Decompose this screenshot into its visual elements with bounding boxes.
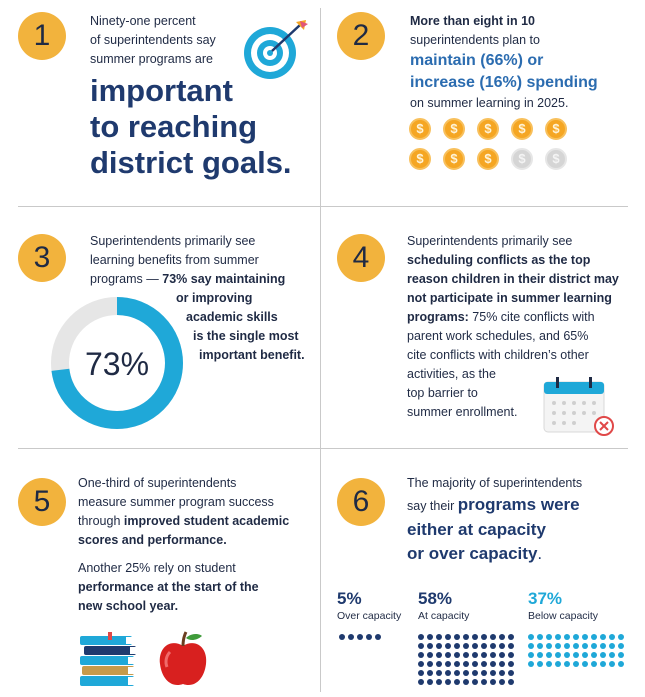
at-capacity-dot: [499, 679, 505, 685]
over-capacity-dot: [375, 634, 381, 640]
at-capacity-dot: [418, 670, 424, 676]
at-capacity-dot: [481, 643, 487, 649]
below-capacity-dot: [591, 634, 597, 640]
below-capacity-dot: [582, 661, 588, 667]
at-capacity-dot: [436, 652, 442, 658]
at-capacity-dot: [490, 634, 496, 640]
at-capacity-dot: [499, 661, 505, 667]
panel-3-line7: important benefit.: [199, 348, 305, 362]
at-capacity-dot: [472, 661, 478, 667]
below-capacity-dot: [618, 634, 624, 640]
below-capacity-dot: [591, 643, 597, 649]
over-capacity-dot: [366, 634, 372, 640]
below-capacity-dot: [528, 652, 534, 658]
at-capacity-dot: [508, 679, 514, 685]
at-capacity-dot: [481, 634, 487, 640]
at-capacity-dot: [445, 634, 451, 640]
below-capacity-dot: [618, 652, 624, 658]
below-capacity-dot: [555, 652, 561, 658]
at-capacity-dot: [418, 634, 424, 640]
below-capacity-dot: [564, 652, 570, 658]
below-capacity-dot: [537, 643, 543, 649]
coin-icon-gold: $: [409, 118, 431, 140]
panel-1-text: Ninety-one percent of superintendents say summer programs are: [90, 14, 216, 66]
at-capacity-dot: [499, 634, 505, 640]
horizontal-divider-2: [18, 448, 628, 449]
at-capacity-dot: [427, 679, 433, 685]
below-capacity-dot: [582, 634, 588, 640]
below-capacity-dot: [609, 652, 615, 658]
at-capacity-dot: [490, 679, 496, 685]
number-badge-3: 3: [18, 234, 66, 282]
panel-1-headline: important to reaching district goals.: [90, 73, 292, 180]
panel-5-text: One-third of superintendents measure summer program success through improved student academic scores and performance. Another 25% rely on student performance at the start of the new school year.: [78, 476, 290, 613]
below-capacity-dot: [564, 634, 570, 640]
below-capacity-dot: [591, 652, 597, 658]
at-capacity-dot: [463, 643, 469, 649]
at-capacity-dot: [472, 679, 478, 685]
at-capacity-dot: [463, 634, 469, 640]
at-capacity-dot: [490, 643, 496, 649]
horizontal-divider-1: [18, 206, 628, 207]
coin-icon-gold: $: [477, 148, 499, 170]
below-capacity-dot: [573, 661, 579, 667]
stat-at-capacity-value: 58%: [418, 589, 453, 608]
below-capacity-dot: [537, 652, 543, 658]
at-capacity-dot: [436, 670, 442, 676]
panel-2-text: More than eight in 10 superintendents plan to maintain (66%) or increase (16%) spending on summer learning in 2025.: [410, 14, 598, 110]
below-capacity-dot: [564, 661, 570, 667]
at-capacity-dot: [454, 634, 460, 640]
at-capacity-dot: [445, 643, 451, 649]
below-capacity-dot: [600, 634, 606, 640]
below-capacity-dot: [528, 661, 534, 667]
at-capacity-dot: [436, 643, 442, 649]
at-capacity-dot: [445, 661, 451, 667]
below-capacity-dot: [564, 643, 570, 649]
below-capacity-dot: [555, 643, 561, 649]
at-capacity-dot: [445, 670, 451, 676]
below-capacity-dot: [546, 652, 552, 658]
at-capacity-dot: [463, 670, 469, 676]
below-capacity-dot: [555, 634, 561, 640]
below-capacity-dot: [618, 643, 624, 649]
panel-6-text: The majority of superintendents say their programs were either at capacity or over capacity.: [407, 476, 583, 563]
stat-at-capacity-label: At capacity: [418, 610, 470, 622]
below-capacity-dot: [609, 634, 615, 640]
at-capacity-dot: [463, 661, 469, 667]
at-capacity-dot: [463, 679, 469, 685]
below-capacity-dot: [573, 652, 579, 658]
below-capacity-dot: [528, 643, 534, 649]
number-badge-1: 1: [18, 12, 66, 60]
at-capacity-dot: [445, 679, 451, 685]
at-capacity-dot: [463, 652, 469, 658]
donut-chart: [50, 296, 184, 430]
at-capacity-dot: [490, 670, 496, 676]
at-capacity-dot: [481, 661, 487, 667]
calendar-cancel-icon: [542, 376, 616, 438]
number-badge-4: 4: [337, 234, 385, 282]
at-capacity-dot: [427, 652, 433, 658]
panel-3-line4: or improving: [176, 291, 253, 305]
at-capacity-dot: [481, 679, 487, 685]
at-capacity-dot: [499, 670, 505, 676]
coin-icon-gold: $: [545, 118, 567, 140]
panel-3-line5: academic skills: [186, 310, 278, 324]
number-badge-6: 6: [337, 478, 385, 526]
coin-icon-gold: $: [443, 148, 465, 170]
at-capacity-dot: [481, 670, 487, 676]
at-capacity-dot: [454, 679, 460, 685]
at-capacity-dot: [436, 661, 442, 667]
at-capacity-dot: [454, 661, 460, 667]
below-capacity-dot: [573, 643, 579, 649]
at-capacity-dot: [472, 643, 478, 649]
number-badge-2: 2: [337, 12, 385, 60]
number-badge-5: 5: [18, 478, 66, 526]
below-capacity-dot: [537, 661, 543, 667]
coin-icon-grey: $: [545, 148, 567, 170]
target-icon: [238, 20, 310, 82]
at-capacity-dot: [499, 643, 505, 649]
at-capacity-dot: [418, 652, 424, 658]
at-capacity-dot: [427, 643, 433, 649]
books-icon: [78, 632, 140, 690]
apple-icon: [156, 630, 210, 690]
at-capacity-dot: [499, 652, 505, 658]
below-capacity-dot: [600, 643, 606, 649]
panel-4-text: Superintendents primarily see scheduling conflicts as the top reason children in their district may not participate in summer learning programs: 75% cite conflicts with parent work schedules, and 65% cite conflicts with children’s other activities, as the top barrier to summer enrollment.: [407, 234, 619, 419]
below-capacity-dot: [609, 661, 615, 667]
at-capacity-dot: [436, 634, 442, 640]
below-capacity-dot: [582, 643, 588, 649]
coin-icon-gold: $: [409, 148, 431, 170]
below-capacity-dot: [537, 634, 543, 640]
at-capacity-dot: [454, 643, 460, 649]
below-capacity-dot: [618, 661, 624, 667]
at-capacity-dot: [418, 643, 424, 649]
below-capacity-dot: [582, 652, 588, 658]
below-capacity-dot: [546, 634, 552, 640]
panel-3-text-top: Superintendents primarily see learning benefits from summer programs — 73% say maintaining: [90, 234, 286, 286]
at-capacity-dot: [508, 634, 514, 640]
at-capacity-dot: [490, 661, 496, 667]
below-capacity-dot: [528, 634, 534, 640]
at-capacity-dot: [508, 661, 514, 667]
at-capacity-dot: [427, 661, 433, 667]
coin-icon-gold: $: [511, 118, 533, 140]
at-capacity-dot: [481, 652, 487, 658]
at-capacity-dot: [508, 670, 514, 676]
stat-over-capacity-label: Over capacity: [337, 610, 402, 622]
at-capacity-dot: [445, 652, 451, 658]
below-capacity-dot: [546, 643, 552, 649]
at-capacity-dot: [472, 634, 478, 640]
below-capacity-dot: [600, 661, 606, 667]
below-capacity-dot: [573, 634, 579, 640]
at-capacity-dot: [454, 670, 460, 676]
vertical-divider: [320, 8, 321, 692]
at-capacity-dot: [418, 679, 424, 685]
below-capacity-dot: [600, 652, 606, 658]
at-capacity-dot: [454, 652, 460, 658]
at-capacity-dot: [508, 652, 514, 658]
over-capacity-dot: [339, 634, 345, 640]
at-capacity-dot: [427, 634, 433, 640]
below-capacity-dot: [591, 661, 597, 667]
donut-label: 73%: [84, 346, 150, 382]
at-capacity-dot: [472, 670, 478, 676]
stat-below-capacity-value: 37%: [528, 589, 563, 608]
at-capacity-dot: [508, 643, 514, 649]
coin-icon-grey: $: [511, 148, 533, 170]
over-capacity-dot: [348, 634, 354, 640]
at-capacity-dot: [436, 679, 442, 685]
below-capacity-dot: [546, 661, 552, 667]
stat-below-capacity-label: Below capacity: [528, 610, 599, 622]
below-capacity-dot: [555, 661, 561, 667]
at-capacity-dot: [427, 670, 433, 676]
over-capacity-dot: [357, 634, 363, 640]
stat-over-capacity-value: 5%: [337, 589, 362, 608]
panel-3-line6: is the single most: [193, 329, 299, 343]
below-capacity-dot: [609, 643, 615, 649]
coin-icon-gold: $: [477, 118, 499, 140]
at-capacity-dot: [490, 652, 496, 658]
coin-icon-gold: $: [443, 118, 465, 140]
at-capacity-dot: [472, 652, 478, 658]
at-capacity-dot: [418, 661, 424, 667]
